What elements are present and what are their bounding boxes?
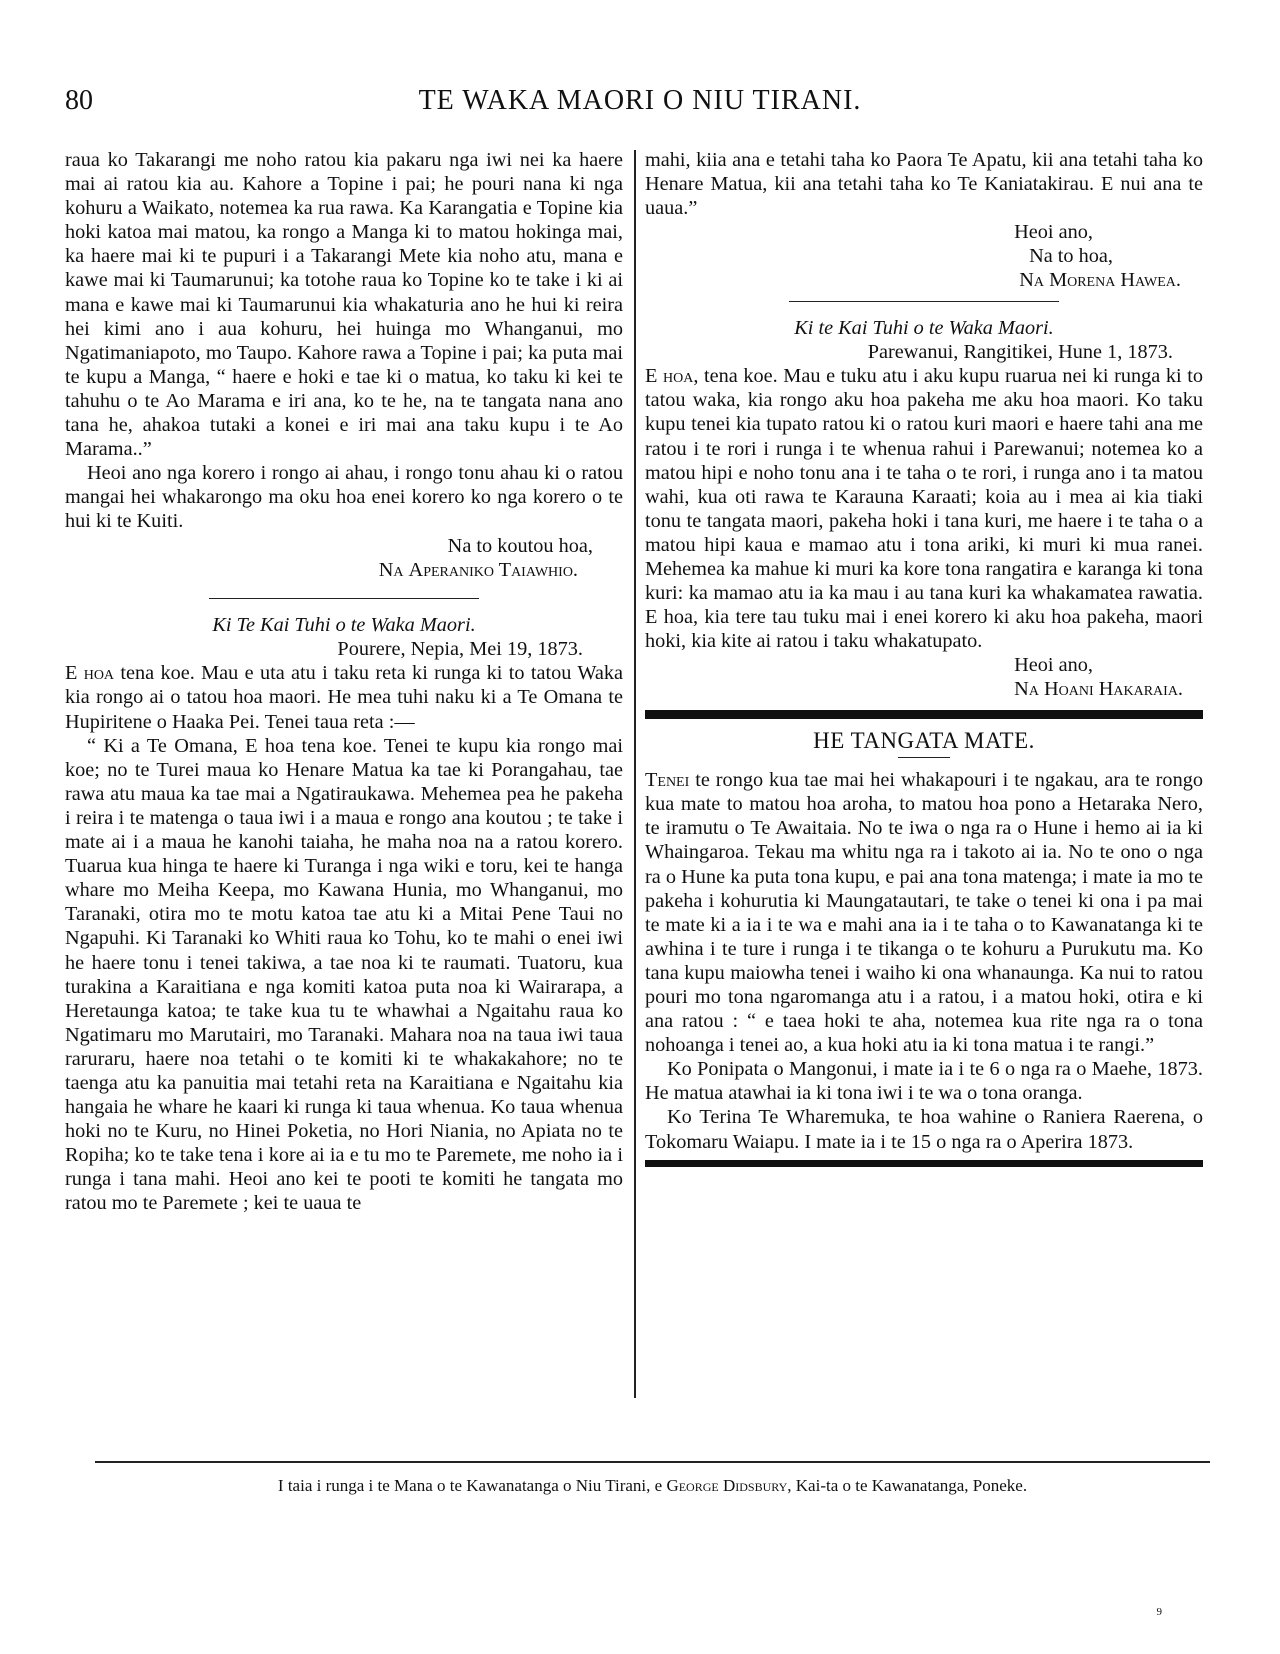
left-column xyxy=(65,148,623,1216)
signature-prefix: Na xyxy=(378,558,404,581)
letter1-closing: Na to koutou hoa, xyxy=(447,534,593,557)
letter2-continuation: mahi, kiia ana e tetahi taha ko Paora Te Apatu, kii ana tetahi taha ko Henare Matua, kii ana tetahi taha ko Te Kaniatakirau. E nui ana te uaua.” xyxy=(645,149,1203,220)
deaths-lead-word: Tenei xyxy=(645,769,690,792)
letter3-salutation: E hoa xyxy=(645,365,694,388)
letter2-closing: Heoi ano, xyxy=(1014,221,1093,244)
letter3-closing: Heoi ano, xyxy=(1014,654,1093,677)
right-column xyxy=(645,148,1203,1167)
letter1-paragraph: raua ko Takarangi me noho ratou kia pakaru nga iwi nei ka haere mai ai ratou kia au. Kahore a Topine i pai; he pouri nana ki nga kohuru a Waikato, notemea ka rua rawa. Ka Karangatia e Topine kia hoki katoa mai matou, ka rongo a Manga ki to matou hokinga mai, ka haere mai ki te pupuri i a Takarangi Mete kia noho atu, mana e kawe mai ki Taumarunui; ka totohe raua ko Topine ko te take i ki ai mana e kawe mai ki Taumarunui kia whakaturia ano he hui ki reira hei kimi ano i aua kohuru, hei huinga mo Whanganui, mo Ngatimaniapoto, mo Taupo. Kahore rawa a Topine i pai; ka puta mai te kupu a Manga, “ haere e hoki e tae ki o matua, ko taku ki kei te tahuhu o te Ao Marama e iri ana, ko te he, na te tangata nana ano tana he, ahakoa tutaki a konei e iri mai ana taku kupu i te Ao Marama..” xyxy=(65,149,623,461)
printer-imprint xyxy=(95,1476,1210,1496)
letter2-quoted-letter: “ Ki a Te Omana, E hoa tena koe. Tenei te kupu kia rongo mai koe; no te Turei maua ko Henare Matua ka tae ki Porangahau, tae rawa atu maua ka tae mai a Ngatiraukawa. Mehemea pea he pakeha i reira i te matenga o taua iwi i a maua e rongo ana koutou ; te take i mate ai i a maua he kanohi taiaha, he maha noa na a ratou korero. Tuarua kua hinga te haere ki Turanga i nga wiki e toru, kei te hanga whare mo Meiha Keepa, mo Kawana Hunia, mo Whanganui, mo Taranaki, otira mo te motu katoa tae atu ki a Mitai Pene Taui no Ngapuhi. Ki Taranaki ko Whiti raua ko Tohu, ko te mahi o enei iwi he haere tonu i tenei takiwa, a tae noa ki te raumati. Tuatoru, kua turakina a Karaitiana e nga komiti katoa puta noa ki Wairarapa, a Heretaunga katoa; te take kua tu te whawhai a Ngaitahu raua ko Ngatimaru mo Marutairi, mo Taranaki. Mahara noa na taua iwi taua raruraru, haere noa tetahi o te komiti ki te whakakahore; no te taenga atu ka panuitia mai tetahi reta na Karaitiana e Ngaitahu kia hangaia he whare he kaari ki runga ki taua whenua. Ko taua whenua hoki no te Kuru, no Hinei Poketia, no Hori Niania, no Apiata no te Ropiha; ko te take tena i kore ai ia e tu mo te Paremete, me noho ia i runga i tana mahi. Heoi ano kei te pooti te komiti he tangata mo ratou mo te Paremete ; kei te uaua te xyxy=(65,734,623,1215)
deaths-paragraph xyxy=(645,768,1203,1057)
letter1-signature-line xyxy=(65,558,623,582)
letter2-signature-line xyxy=(645,268,1203,292)
imprint-text: , Kai-ta o te Kawanatanga, Poneke. xyxy=(787,1476,1028,1495)
letter2-salutation: E hoa xyxy=(65,662,115,685)
letter2-heading: Ki Te Kai Tuhi o te Waka Maori. xyxy=(212,614,476,637)
signature-prefix: Na xyxy=(1014,678,1039,701)
letter2-paragraph xyxy=(65,661,623,733)
footer-rule xyxy=(95,1461,1210,1463)
corner-mark: 9 xyxy=(1156,1606,1162,1618)
letter1-signature: Aperaniko Taiawhio. xyxy=(408,558,578,581)
deaths-paragraph: Ko Ponipata o Mangonui, i mate ia i te 6 o nga ra o Maehe, 1873. He matua atawhai ia ki tona iwi i te wa o tona oranga. xyxy=(645,1058,1203,1105)
signature-prefix: Na xyxy=(1019,269,1044,292)
deaths-heading: HE TANGATA MATE. xyxy=(813,727,1035,753)
heavy-divider xyxy=(645,1160,1203,1167)
letter2-signature: Morena Hawea. xyxy=(1049,269,1181,292)
letter1-paragraph: Heoi ano nga korero i rongo ai ahau, i rongo tonu ahau ki o ratou mangai hei whakarongo ma oku hoa enei korero ko nga korero o te hui ki te Kuiti. xyxy=(65,462,623,533)
section-rule xyxy=(209,598,479,600)
heading-rule xyxy=(898,757,950,759)
column-divider xyxy=(634,150,636,1398)
letter3-signature: Hoani Hakaraia. xyxy=(1044,678,1183,701)
letter3-body: , tena koe. Mau e tuku atu i aku kupu ruarua nei ki runga ki to tatou waka, kia rongo aku hoa pakeha me aku hoa maori. Ko taku kupu tenei kia tupato ratou ki o ratou kuri maori e haere tahi ana me ratou i te rori i runga i te whenua rahui i Parewanui; notemea ko a matou hipi e noho tonu ana i te taha o te rori, i runga ano i ta matou wahi, kua oti rawa te Karauna Karaati; koia au i mea ai kia tiaki tonu te tangata maori, pakeha hoki i tana kuri, me haere i te taha o a matou hipi kaua e mamao atu i tona ariki, ki muri ki mua ranei. Mehemea ka mahue ki muri ka kore tona rangatira e karanga ki tona kuri: ka mamao atu ia ka mau i au tana kuri ka whakamatea rawatia. E hoa, kia tere tau tuku mai i enei korero ki aku hoa pakeha, maori hoki, kia kite ai ratou i taku whakatupato. xyxy=(645,365,1204,653)
section-rule xyxy=(789,301,1059,303)
letter2-closing: Na to hoa, xyxy=(1029,245,1113,268)
newspaper-title: TE WAKA MAORI O NIU TIRANI. xyxy=(418,85,862,116)
deaths-paragraph: Ko Terina Te Wharemuka, te hoa wahine o Raniera Raerena, o Tokomaru Waiapu. I mate ia i te 15 o nga ra o Aperira 1873. xyxy=(645,1106,1203,1153)
letter3-dateline: Parewanui, Rangitikei, Hune 1, 1873. xyxy=(867,341,1173,364)
letter3-signature-line xyxy=(645,677,1203,701)
letter3-paragraph xyxy=(645,364,1203,653)
printer-name: George Didsbury xyxy=(666,1476,788,1495)
page-number: 80 xyxy=(65,85,93,116)
imprint-text: I taia i runga i te Mana o te Kawanatanga o Niu Tirani, e xyxy=(277,1476,667,1495)
letter2-dateline: Pourere, Nepia, Mei 19, 1873. xyxy=(337,638,583,661)
deaths-body: te rongo kua tae mai hei whakapouri i te ngakau, ara te rongo kua mate to matou hoa aroha, to matou hoa pono a Hetaraka Nero, te iramutu o Te Awaitaia. No te iwa o nga ra o Hune i hemo ai ia ki Whaingaroa. Tekau ma whitu nga ra i takoto ai ia. No te ono o nga ra o Hune ka puta tona kupu, e pai ana tona matenga; i mate ia mo te pakeha i kohurutia ki Maungatautari, te take o tenei ki ona i pa mai te mate ki a ia i te wa e mahi ana ia i te taha o to Kawanatanga ki te awhina i te ture i runga i te tikanga o te kohuru a Purukutu ma. Ko tana kupu maiowha tenei i waiho ki ona whanaunga. Ka nui to ratou pouri mo tona ngaromanga atu i a ratou, i a matou hoki, otira e ki ana ratou : “ e taea hoki te aha, notemea kua rite nga ra o tona nohoanga i tenei ao, a kua hoki atu ia ki tona matua i te rangi.” xyxy=(645,769,1203,1057)
letter2-body: tena koe. Mau e uta atu i taku reta ki runga ki to tatou Waka kia rongo ai o tatou hoa maori. He mea tuhi naku ki a Te Omana te Hupiritene o Haaka Pei. Tenei taua reta :— xyxy=(65,662,623,733)
letter3-heading: Ki te Kai Tuhi o te Waka Maori. xyxy=(794,317,1054,340)
page-header xyxy=(65,85,1215,125)
heavy-divider xyxy=(645,710,1203,719)
